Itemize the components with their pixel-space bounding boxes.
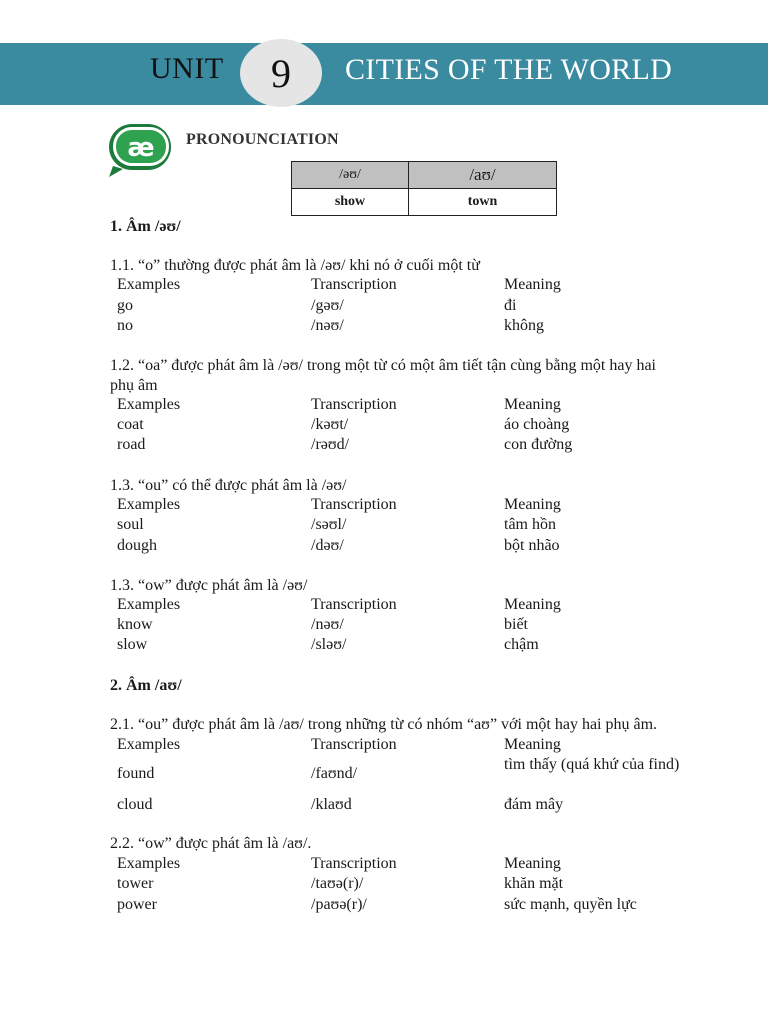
example-word: tower	[117, 875, 154, 892]
column-header: Examples	[117, 276, 181, 293]
transcription: /taʊə(r)/	[311, 875, 364, 892]
rule-text: 2.1. “ou” được phát âm là /aʊ/ trong những từ có nhóm “aʊ” với một hay hai phụ âm.	[110, 716, 658, 733]
rule-text: 1.1. “o” thường được phát âm là /əʊ/ khi nó ở cuối một từ	[110, 257, 480, 274]
column-header: Examples	[117, 736, 181, 753]
phoneme-header: /aʊ/	[409, 162, 557, 189]
meaning: không	[504, 317, 544, 334]
example-word: cloud	[117, 796, 153, 813]
section-title: 2. Âm /aʊ/	[110, 677, 182, 694]
transcription: /nəʊ/	[311, 317, 344, 334]
example-word: go	[117, 297, 133, 314]
phoneme-table	[291, 161, 557, 216]
column-header: Transcription	[311, 736, 397, 753]
example-word: power	[117, 896, 157, 913]
column-header: Examples	[117, 596, 181, 613]
example-word: found	[117, 765, 155, 782]
meaning: tìm thấy (quá khứ của find)	[504, 756, 680, 773]
phoneme-example-word: show	[292, 189, 409, 216]
rule-text: 1.3. “ou” có thể được phát âm là /əʊ/	[110, 477, 347, 494]
column-header: Examples	[117, 855, 181, 872]
unit-number-badge	[240, 39, 322, 107]
column-header: Meaning	[504, 276, 561, 293]
example-word: slow	[117, 636, 148, 653]
meaning: con đường	[504, 436, 573, 453]
transcription: /sləʊ/	[311, 636, 347, 653]
column-header: Meaning	[504, 736, 561, 753]
transcription: /gəʊ/	[311, 297, 344, 314]
column-header: Transcription	[311, 855, 397, 872]
meaning: đi	[504, 297, 517, 314]
column-header: Meaning	[504, 855, 561, 872]
meaning: áo choàng	[504, 416, 570, 433]
meaning: đám mây	[504, 796, 564, 813]
phoneme-header: /əʊ/	[292, 162, 409, 189]
meaning: khăn mặt	[504, 875, 564, 892]
meaning: chậm	[504, 636, 539, 653]
example-word: dough	[117, 537, 157, 554]
column-header: Transcription	[311, 396, 397, 413]
column-header: Meaning	[504, 496, 561, 513]
rule-text: 1.2. “oa” được phát âm là /əʊ/ trong một từ có một âm tiết tận cùng bằng một hay hai	[110, 357, 656, 374]
example-word: soul	[117, 516, 144, 533]
column-header: Transcription	[311, 276, 397, 293]
column-header: Examples	[117, 396, 181, 413]
meaning: tâm hồn	[504, 516, 556, 533]
column-header: Meaning	[504, 596, 561, 613]
transcription: /nəʊ/	[311, 616, 344, 633]
transcription: /dəʊ/	[311, 537, 344, 554]
unit-title: CITIES OF THE WORLD	[345, 53, 673, 86]
example-word: coat	[117, 416, 144, 433]
column-header: Transcription	[311, 496, 397, 513]
column-header: Transcription	[311, 596, 397, 613]
transcription: /səʊl/	[311, 516, 347, 533]
transcription: /klaʊd	[311, 796, 352, 813]
phoneme-example-word: town	[409, 189, 557, 216]
transcription: /kəʊt/	[311, 416, 349, 433]
meaning: biết	[504, 616, 528, 633]
pronunciation-heading: PRONOUNCIATION	[186, 131, 339, 148]
column-header: Examples	[117, 496, 181, 513]
example-word: road	[117, 436, 146, 453]
rule-text-continued: phụ âm	[110, 377, 158, 394]
column-header: Meaning	[504, 396, 561, 413]
speech-bubble-ae-icon	[107, 122, 173, 178]
meaning: bột nhão	[504, 537, 560, 554]
example-word: no	[117, 317, 133, 334]
rule-text: 2.2. “ow” được phát âm là /aʊ/.	[110, 835, 312, 852]
example-word: know	[117, 616, 153, 633]
transcription: /faʊnd/	[311, 765, 358, 782]
meaning: sức mạnh, quyền lực	[504, 896, 637, 913]
unit-number: 9	[271, 50, 291, 96]
transcription: /rəʊd/	[311, 436, 350, 453]
transcription: /paʊə(r)/	[311, 896, 367, 913]
rule-text: 1.3. “ow” được phát âm là /əʊ/	[110, 577, 308, 594]
unit-label: UNIT	[150, 52, 224, 85]
ae-glyph: æ	[127, 133, 155, 163]
section-title: 1. Âm /əʊ/	[110, 218, 181, 235]
